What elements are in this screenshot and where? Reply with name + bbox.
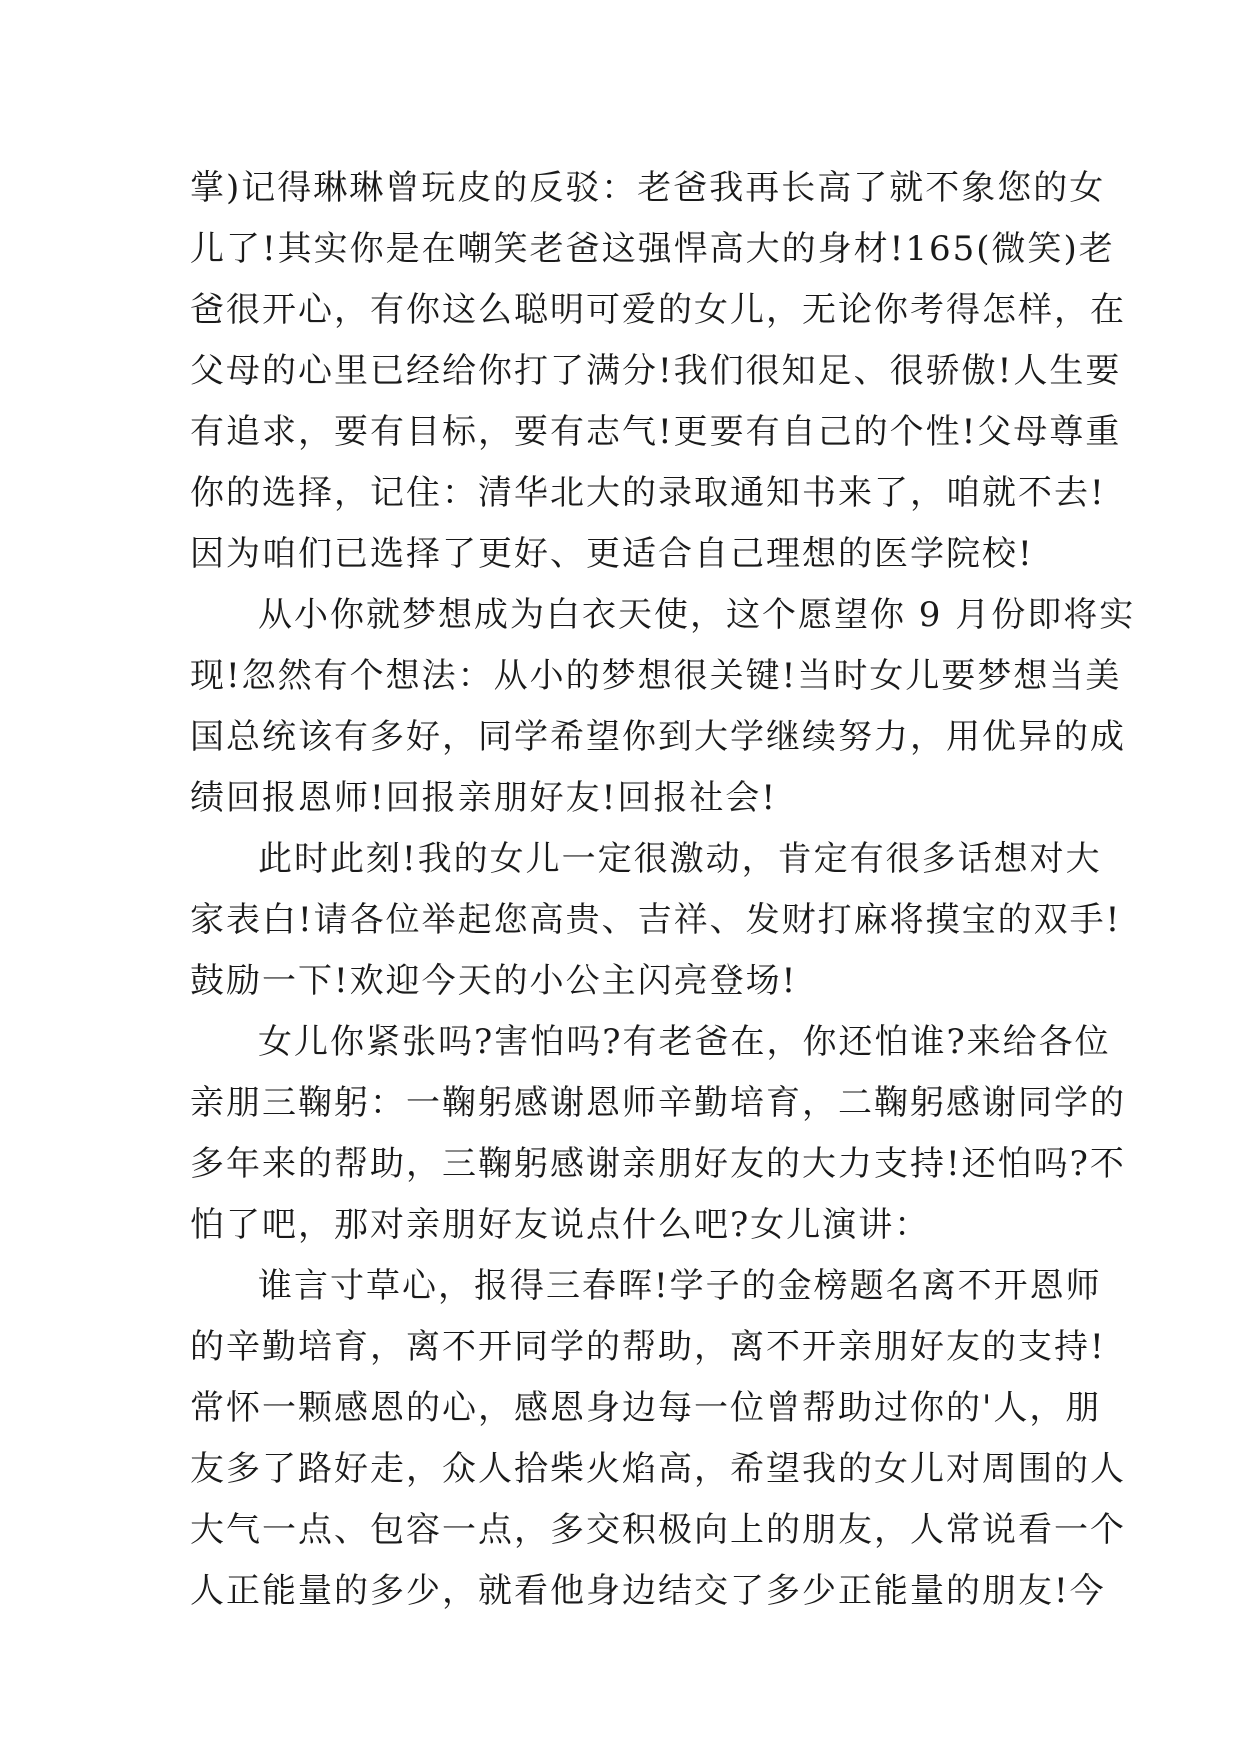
text-line: 多年来的帮助，三鞠躬感谢亲朋好友的大力支持!还怕吗?不 [190,1144,1126,1184]
text-line: 掌)记得琳琳曾玩皮的反驳：老爸我再长高了就不象您的女 [190,168,1106,208]
text-line: 鼓励一下!欢迎今天的小公主闪亮登场! [190,961,798,1001]
text-line: 儿了!其实你是在嘲笑老爸这强悍高大的身材!165(微笑)老 [190,229,1115,269]
text-line: 现!忽然有个想法：从小的梦想很关键!当时女儿要梦想当美 [190,656,1122,696]
text-line: 因为咱们已选择了更好、更适合自己理想的医学院校! [190,534,1034,574]
text-line: 你的选择，记住：清华北大的录取通知书来了，咱就不去! [190,473,1106,513]
paragraph-3 [190,829,1122,1012]
text-line: 大气一点、包容一点，多交积极向上的朋友，人常说看一个 [190,1510,1126,1550]
paragraph-5 [190,1256,1126,1622]
text-line: 常怀一颗感恩的心，感恩身边每一位曾帮助过你的'人，朋 [190,1388,1102,1428]
text-line: 此时此刻!我的女儿一定很激动，肯定有很多话想对大 [258,839,1102,879]
paragraph-2 [190,585,1136,829]
text-line: 人正能量的多少，就看他身边结交了多少正能量的朋友!今 [190,1571,1106,1611]
text-line: 的辛勤培育，离不开同学的帮助，离不开亲朋好友的支持! [190,1327,1106,1367]
text-line: 亲朋三鞠躬：一鞠躬感谢恩师辛勤培育，二鞠躬感谢同学的 [190,1083,1126,1123]
paragraph-1 [190,158,1126,585]
text-line: 国总统该有多好，同学希望你到大学继续努力，用优异的成 [190,717,1126,757]
text-line: 父母的心里已经给你打了满分!我们很知足、很骄傲!人生要 [190,351,1122,391]
text-line: 怕了吧，那对亲朋好友说点什么吧?女儿演讲： [190,1205,931,1245]
text-line: 爸很开心，有你这么聪明可爱的女儿，无论你考得怎样，在 [190,290,1126,330]
text-line: 有追求，要有目标，要有志气!更要有自己的个性!父母尊重 [190,412,1122,452]
text-line: 从小你就梦想成为白衣天使，这个愿望你 9 月份即将实 [258,595,1136,635]
text-line: 谁言寸草心，报得三春晖!学子的金榜题名离不开恩师 [258,1266,1102,1306]
text-line: 友多了路好走，众人拾柴火焰高，希望我的女儿对周围的人 [190,1449,1126,1489]
body-text [190,158,1136,1622]
text-line: 家表白!请各位举起您高贵、吉祥、发财打麻将摸宝的双手! [190,900,1122,940]
text-line: 绩回报恩师!回报亲朋好友!回报社会! [190,778,777,818]
paragraph-4 [190,1012,1126,1256]
text-line: 女儿你紧张吗?害怕吗?有老爸在，你还怕谁?来给各位 [258,1022,1111,1062]
